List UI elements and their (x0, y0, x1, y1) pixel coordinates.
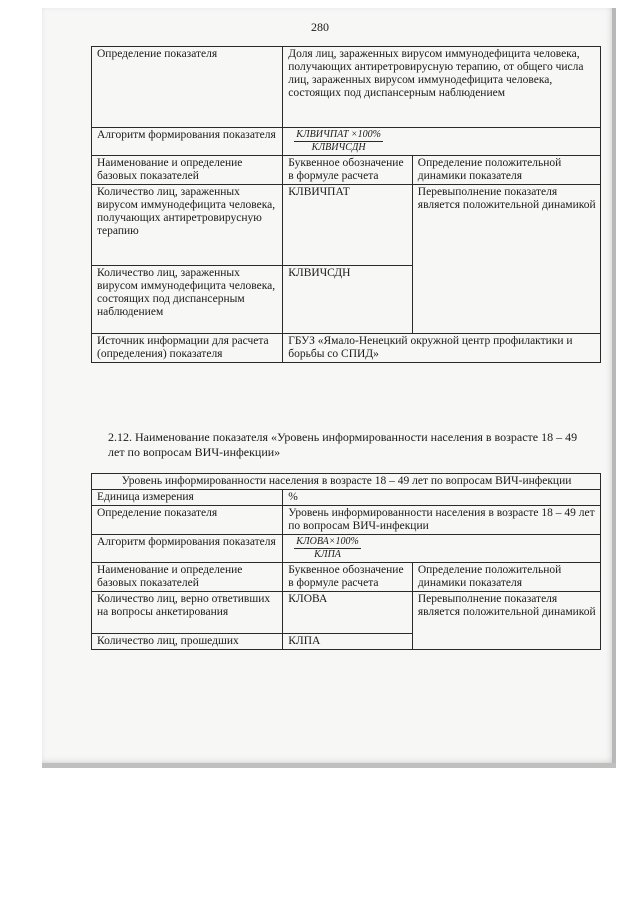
formula (294, 129, 383, 154)
table-row (92, 506, 601, 535)
unit-value: % (283, 490, 601, 506)
dynamics-value: Перевыполнение показателя является положительной динамикой (412, 592, 600, 650)
base-indicator-code: КЛВИЧПАТ (283, 185, 413, 266)
column-header-name: Наименование и определение базовых показателей (92, 563, 283, 592)
table-title: Уровень информированности населения в возрасте 18 – 49 лет по вопросам ВИЧ-инфекции (92, 474, 601, 490)
dynamics-value: Перевыполнение показателя является положительной динамикой (412, 185, 600, 334)
table-row (92, 47, 601, 128)
definition-value: Уровень информированности населения в возрасте 18 – 49 лет по вопросам ВИЧ-инфекции (283, 506, 601, 535)
base-indicator-name: Количество лиц, зараженных вирусом иммунодефицита человека, состоящих под диспансерным наблюдением (92, 266, 283, 334)
algorithm-formula-cell (283, 128, 601, 156)
table-row (92, 334, 601, 363)
indicator-table-2 (91, 473, 601, 650)
table-row (92, 592, 601, 634)
indicator-table-1 (91, 46, 601, 363)
table-title-row (92, 474, 601, 490)
table-row (92, 535, 601, 563)
table-row (92, 128, 601, 156)
page-edge-shadow-bottom (42, 763, 616, 768)
table-header-row (92, 156, 601, 185)
base-indicator-name: Количество лиц, верно ответивших на вопросы анкетирования (92, 592, 283, 634)
definition-label: Определение показателя (92, 47, 283, 128)
table-header-row (92, 563, 601, 592)
column-header-dynamics: Определение положительной динамики показателя (412, 563, 600, 592)
section-heading: 2.12. Наименование показателя «Уровень информированности населения в возрасте 18 – 49 лет по вопросам ВИЧ-инфекции» (108, 430, 578, 459)
definition-label: Определение показателя (92, 506, 283, 535)
formula-numerator: КЛОВА×100% (296, 536, 359, 547)
definition-value: Доля лиц, зараженных вирусом иммунодефицита человека, получающих антиретровирусную терапию, от общего числа лиц, зараженных вирусом иммунодефицита человека, состоящих под диспансерным наблюдением (283, 47, 601, 128)
base-indicator-name: Количество лиц, прошедших (92, 634, 283, 650)
table-row (92, 490, 601, 506)
table-row (92, 185, 601, 266)
source-value: ГБУЗ «Ямало-Ненецкий окружной центр профилактики и борьбы со СПИД» (283, 334, 601, 363)
column-header-dynamics: Определение положительной динамики показателя (412, 156, 600, 185)
column-header-name: Наименование и определение базовых показателей (92, 156, 283, 185)
formula-denominator: КЛВИЧСДН (311, 142, 366, 153)
algorithm-formula-cell (283, 535, 601, 563)
column-header-code: Буквенное обозначение в формуле расчета (283, 563, 413, 592)
page-edge-shadow-right (612, 8, 616, 768)
source-label: Источник информации для расчета (определения) показателя (92, 334, 283, 363)
unit-label: Единица измерения (92, 490, 283, 506)
base-indicator-name: Количество лиц, зараженных вирусом иммунодефицита человека, получающих антиретровирусную терапию (92, 185, 283, 266)
algorithm-label: Алгоритм формирования показателя (92, 128, 283, 156)
formula-numerator: КЛВИЧПАТ ×100% (296, 129, 381, 140)
formula (294, 536, 361, 561)
formula-denominator: КЛПА (314, 549, 341, 560)
base-indicator-code: КЛОВА (283, 592, 413, 634)
algorithm-label: Алгоритм формирования показателя (92, 535, 283, 563)
base-indicator-code: КЛВИЧСДН (283, 266, 413, 334)
base-indicator-code: КЛПА (283, 634, 413, 650)
column-header-code: Буквенное обозначение в формуле расчета (283, 156, 413, 185)
page-number: 280 (311, 20, 329, 34)
